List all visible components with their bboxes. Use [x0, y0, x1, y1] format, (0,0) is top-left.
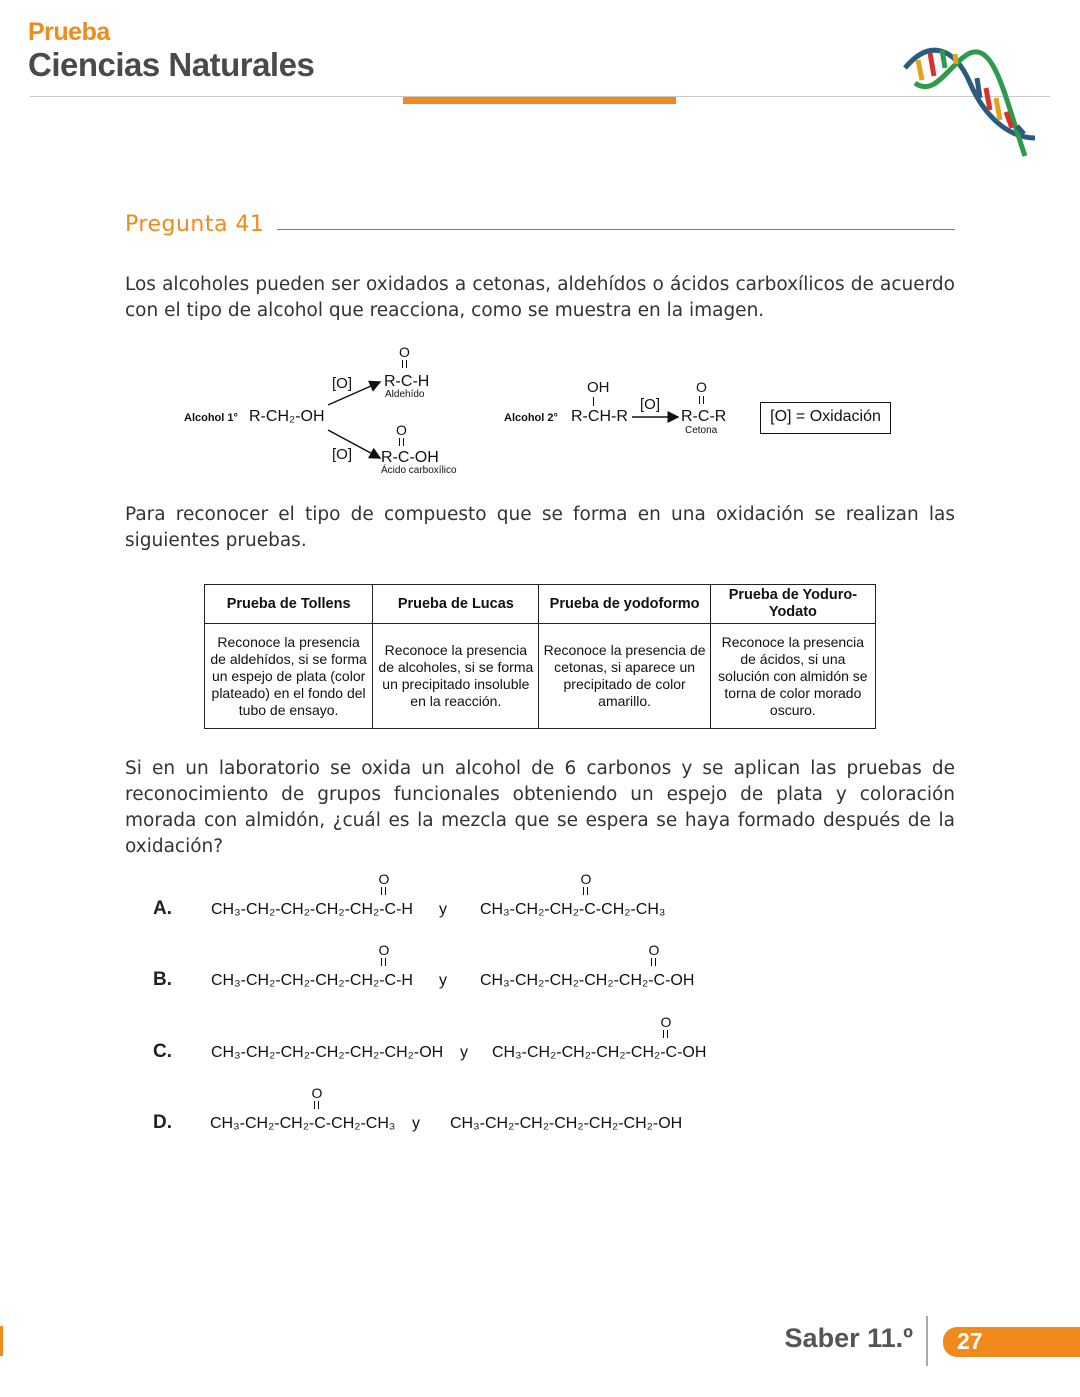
option-letter: C. — [153, 1041, 172, 1062]
double-bond — [399, 438, 404, 446]
page-number: 27 — [957, 1328, 983, 1354]
double-bond — [314, 1101, 319, 1109]
table-header: Prueba de Lucas — [373, 585, 539, 624]
double-bond — [381, 958, 386, 966]
table-cell: Reconoce la presencia de alcoholes, si se forma un precipitado insoluble en la reacción. — [373, 624, 539, 729]
footer-book-title: Saber 11.º — [784, 1323, 913, 1353]
table-header: Prueba de Yoduro-Yodato — [710, 585, 875, 624]
header-accent-bar — [403, 97, 676, 104]
acid-oxygen: O — [396, 422, 407, 438]
reaction-scheme — [0, 340, 1080, 485]
header-subtitle: Prueba — [28, 18, 110, 46]
option-formula-left: CH₃-CH₂-CH₂-CH₂-CH₂-C-H — [211, 901, 413, 918]
table-cell: Reconoce la presencia de aldehídos, si se forma un espejo de plata (color plateado) en el fondo del tubo de ensayo. — [205, 624, 373, 729]
option-c[interactable] — [125, 1005, 825, 1065]
option-joiner: y — [412, 1115, 420, 1132]
oxidant-label-bottom: [O] — [332, 446, 353, 463]
aldehyde-label: Aldehído — [385, 389, 425, 400]
header-title: Ciencias Naturales — [28, 46, 315, 83]
option-formula-right: CH₃-CH₂-CH₂-C-CH₂-CH₃ — [480, 901, 666, 918]
alcohol1-label: Alcohol 1° — [184, 412, 238, 424]
acid-formula: R-C-OH — [381, 449, 439, 466]
table-cell: Reconoce la presencia de ácidos, si una solución con almidón se torna de color morado oscuro. — [710, 624, 875, 729]
carbonyl-oxygen: O — [660, 1014, 672, 1030]
ketone-formula: R-C-R — [681, 408, 727, 425]
option-d[interactable] — [125, 1076, 825, 1136]
acid-label: Ácido carboxílico — [381, 465, 457, 476]
aldehyde-oxygen: O — [399, 344, 410, 360]
double-bond — [402, 360, 407, 368]
question-prompt: Si en un laboratorio se oxida un alcohol de 6 carbonos y se aplican las pruebas de reconocimiento de grupos funcionales obteniendo un espejo de plata y coloración morada con almidón, ¿cuál es la mezcla que se espera se haya formado después de la oxidación? — [125, 758, 955, 857]
option-a[interactable] — [125, 862, 825, 922]
option-formula-right: CH₃-CH₂-CH₂-CH₂-CH₂-CH₂-OH — [450, 1115, 683, 1132]
alcohol1-formula: R-CH₂-OH — [249, 408, 325, 425]
double-bond — [699, 396, 704, 404]
question-title: Pregunta 41 — [125, 212, 265, 237]
oxidation-legend: [O] = Oxidación — [760, 402, 891, 434]
double-bond — [583, 887, 588, 895]
alcohol2-label: Alcohol 2° — [504, 412, 558, 424]
option-formula-left: CH₃-CH₂-CH₂-CH₂-CH₂-C-H — [211, 972, 413, 989]
ketone-label: Cetona — [685, 425, 718, 436]
option-formula-right: CH₃-CH₂-CH₂-CH₂-CH₂-C-OH — [492, 1044, 707, 1061]
option-joiner: y — [439, 901, 447, 918]
carbonyl-oxygen: O — [648, 942, 660, 958]
option-letter: B. — [153, 969, 172, 990]
tests-table — [204, 584, 876, 729]
table-header: Prueba de yodoformo — [539, 585, 710, 624]
oxidation-arrows — [320, 370, 390, 470]
tests-intro: Para reconocer el tipo de compuesto que se forma en una oxidación se realizan las siguientes pruebas. — [125, 504, 955, 551]
option-formula-right: CH₃-CH₂-CH₂-CH₂-CH₂-C-OH — [480, 972, 695, 989]
alcohol2-formula: R-CH-R — [571, 408, 628, 425]
hydroxyl-group: OH — [587, 379, 610, 396]
oxidant-label-ketone: [O] — [640, 396, 661, 413]
footer-separator — [926, 1316, 928, 1366]
dna-helix-icon — [900, 38, 1045, 163]
double-bond — [651, 958, 656, 966]
question-intro: Los alcoholes pueden ser oxidados a cetonas, aldehídos o ácidos carboxílicos de acuerdo con el tipo de alcohol que reacciona, como se muestra en la imagen. — [125, 274, 955, 321]
option-joiner: y — [439, 972, 447, 989]
single-bond — [593, 397, 594, 406]
carbonyl-oxygen: O — [378, 942, 390, 958]
aldehyde-formula: R-C-H — [384, 373, 430, 390]
table-cell: Reconoce la presencia de cetonas, si aparece un precipitado de color amarillo. — [539, 624, 710, 729]
oxidant-label-top: [O] — [332, 375, 353, 392]
carbonyl-oxygen: O — [378, 871, 390, 887]
option-joiner: y — [460, 1044, 468, 1061]
double-bond — [663, 1030, 668, 1038]
option-letter: D. — [153, 1112, 172, 1133]
carbonyl-oxygen: O — [311, 1085, 323, 1101]
footer-left-mark — [0, 1326, 3, 1356]
option-letter: A. — [153, 898, 172, 919]
option-formula-left: CH₃-CH₂-CH₂-C-CH₂-CH₃ — [210, 1115, 396, 1132]
table-header-row — [205, 585, 876, 624]
table-header: Prueba de Tollens — [205, 585, 373, 624]
carbonyl-oxygen: O — [580, 871, 592, 887]
ketone-oxygen: O — [696, 379, 707, 395]
question-title-rule — [277, 229, 955, 230]
table-row — [205, 624, 876, 729]
option-formula-left: CH₃-CH₂-CH₂-CH₂-CH₂-CH₂-OH — [211, 1044, 444, 1061]
double-bond — [381, 887, 386, 895]
option-b[interactable] — [125, 933, 825, 993]
